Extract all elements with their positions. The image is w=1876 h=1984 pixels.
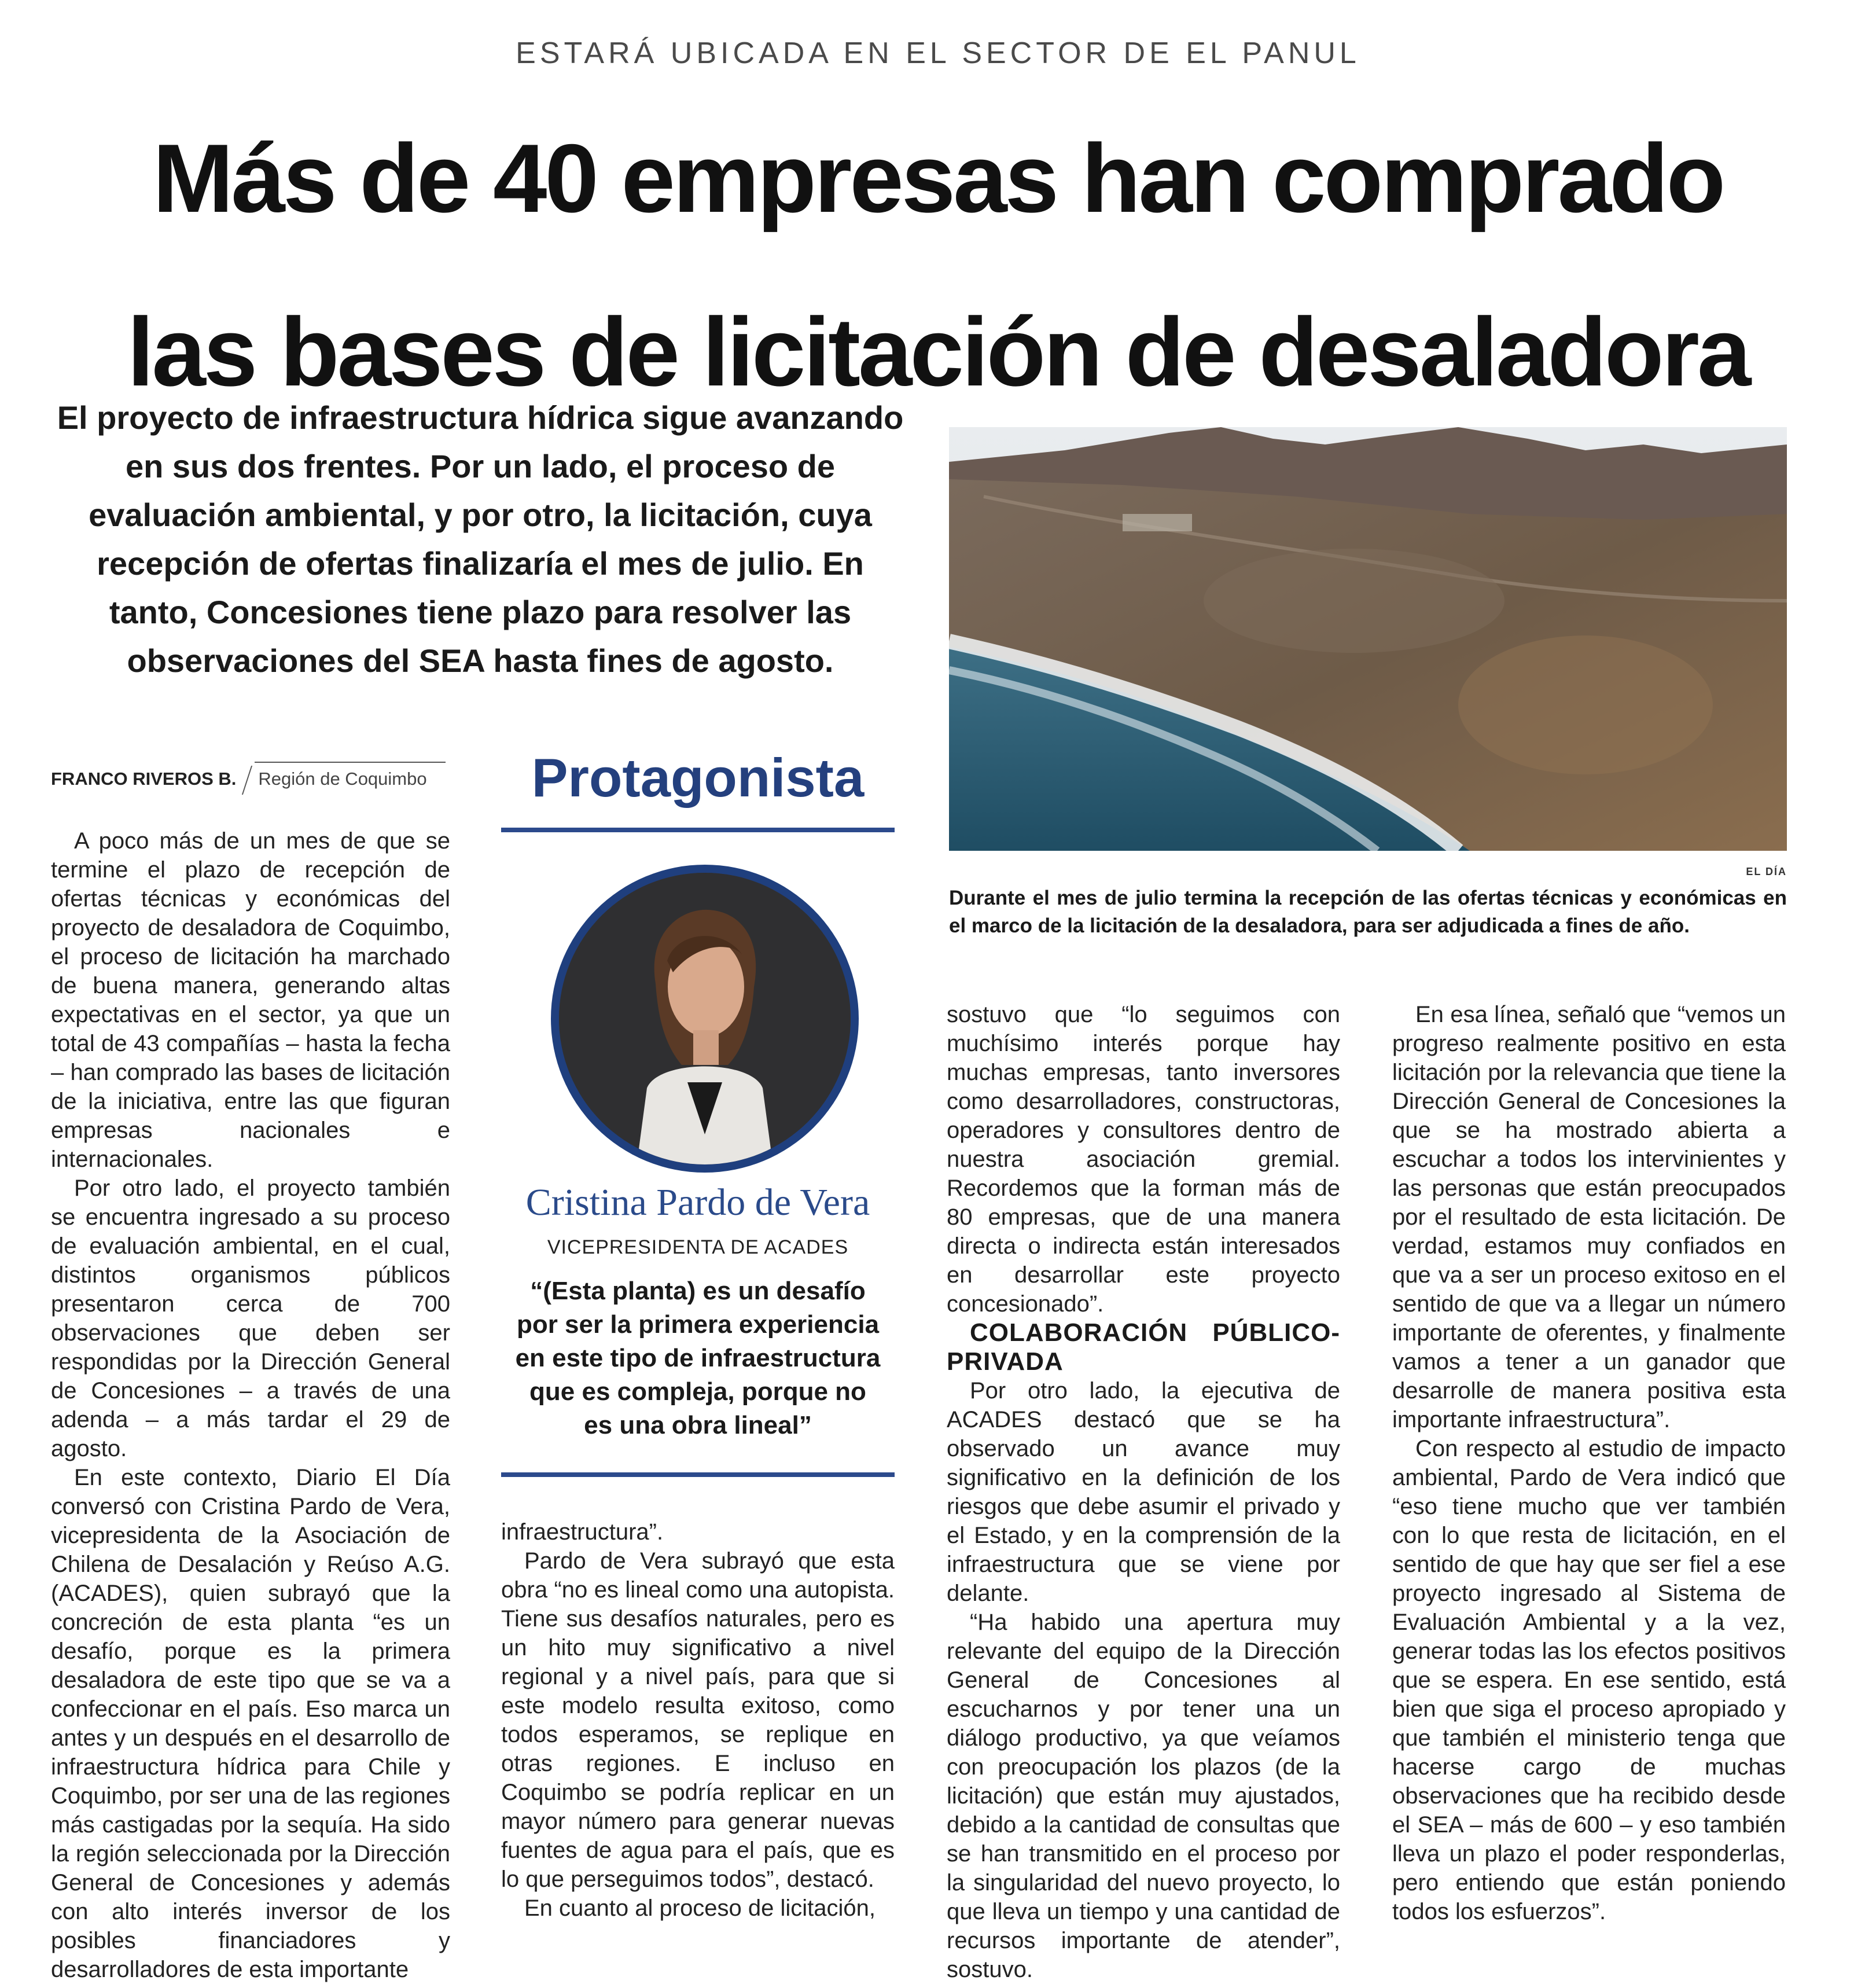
body-paragraph: Por otro lado, el proyecto también se encuentra ingresado a su proceso de evaluación ambiental, en el cual, distintos organismos públicos presentaron cerca de 700 observaciones que deben ser respondidas por la Dirección General de Concesiones – a través de una adenda – a más tardar el 29 de agosto. — [51, 1175, 450, 1461]
byline-region: Región de Coquimbo — [258, 769, 427, 789]
photo-credit: EL DÍA — [1746, 866, 1787, 877]
body-paragraph: En cuanto al proceso de licitación, — [524, 1895, 876, 1921]
body-paragraph: infraestructura”. — [501, 1519, 664, 1545]
body-column-2 — [501, 1518, 895, 1923]
protagonist-quote: “(Esta planta) es un desafío por ser la primera experiencia en este tipo de infraestructura que es compleja, porque no es una obra lineal” — [515, 1277, 881, 1439]
lead-paragraph: El proyecto de infraestructura hídrica sigue avanzando en sus dos frentes. Por un lado, el proceso de evaluación ambiental, y por otro, la licitación, cuya recepción de ofertas finalizaría el mes de julio. En tanto, Concesiones tiene plazo para resolver las observaciones del SEA hasta fines de agosto. — [57, 399, 904, 679]
body-column-4 — [1392, 1000, 1786, 1926]
headline — [46, 91, 1830, 439]
body-paragraph: “Ha habido una apertura muy relevante del equipo de la Dirección General de Concesiones al escucharnos y por tener una un diálogo productivo, ya que veíamos con preocupación los plazos (de la licitación) que están muy ajustados, debido a la cantidad de consultas que se han transmitido en el proceso por la singularidad del nuevo proyecto, lo que lleva un tiempo y una cantidad de recursos importante de atender”, sostuvo. — [947, 1610, 1340, 1982]
body-paragraph: Por otro lado, la ejecutiva de ACADES destacó que se ha observado un avance muy significativo en la definición de los riesgos que debe asumir el privado y el Estado, y en la comprensión de la infraestructura que se viene por delante. — [947, 1378, 1340, 1606]
body-paragraph: Con respecto al estudio de impacto ambiental, Pardo de Vera indicó que “eso tiene mucho que ver también con lo que resta de licitación, en el sentido de que hay que ser fiel a ese proyecto ingresado al Sistema de Evaluación Ambiental y a la vez, generar todas las los efectos positivos que se espera. En ese sentido, está bien que siga el proceso apropiado y que también el ministerio tenga que hacerse cargo de muchas observaciones que ha recibido desde el SEA – más de 600 – y eso también lleva un plazo el poder responderlas, pero entiendo que están poniendo todos los esfuerzos”. — [1392, 1436, 1786, 1924]
byline-author: FRANCO RIVEROS B. — [51, 769, 237, 789]
coastline-photo — [949, 427, 1787, 851]
portrait-photo — [549, 862, 861, 1175]
byline — [51, 762, 450, 796]
body-column-3 — [947, 1000, 1340, 1984]
headline-line-1: Más de 40 empresas han comprado — [152, 124, 1724, 233]
body-paragraph: sostuvo que “lo seguimos con muchísimo interés porque hay muchas empresas, tanto inversores como desarrolladores, constructoras, operadores y consultores dentro de nuestra asociación gremial. Recordemos que la forman más de 80 empresas, que de una manera directa o indirecta están interesados en desarrollar este proyecto concesionado”. — [947, 1002, 1340, 1317]
sidebar-title: Protagonista — [531, 747, 865, 808]
kicker: ESTARÁ UBICADA EN EL SECTOR DE EL PANUL — [516, 36, 1360, 70]
protagonist-name: Cristina Pardo de Vera — [525, 1181, 870, 1224]
photo-caption: Durante el mes de julio termina la recepción de las ofertas técnicas y económicas en el marco de la licitación de la desaladora, para ser adjudicada a fines de año. — [949, 887, 1787, 937]
sidebar-top-rule — [501, 828, 895, 832]
body-paragraph: A poco más de un mes de que se termine el plazo de recepción de ofertas técnicas y económicas del proyecto de desaladora de Coquimbo, el proceso de licitación ha marchado de buena manera, generando altas expectativas en el sector, ya que un total de 43 compañías – hasta la fecha – han comprado las bases de licitación de la iniciativa, entre las que figuran empresas nacionales e internacionales. — [51, 828, 450, 1172]
headline-line-2: las bases de licitación de desaladora — [127, 297, 1749, 406]
body-column-1 — [51, 826, 450, 1984]
byline-divider — [242, 766, 252, 795]
section-subhead: COLABORACIÓN PÚBLICO-PRIVADA — [947, 1318, 1340, 1376]
body-paragraph: Pardo de Vera subrayó que esta obra “no es lineal como una autopista. Tiene sus desafíos naturales, pero es un hito muy significativo a nivel regional y a nivel país, para que si este modelo resulta exitoso, como todos esperamos, se replique en otras regiones. E incluso en Coquimbo se podría replicar en un mayor número para generar nuevas fuentes de agua para el país, que es lo que perseguimos todos”, destacó. — [501, 1548, 895, 1892]
protagonist-role: VICEPRESIDENTA DE ACADES — [547, 1236, 849, 1258]
byline-rule — [255, 762, 446, 763]
body-paragraph: En este contexto, Diario El Día conversó con Cristina Pardo de Vera, vicepresidenta de la Asociación de Chilena de Desalación y Reúso A.G. (ACADES), quien subrayó que la concreción de esta planta “es un desafío, porque es la primera desaladora de este tipo que se va a confeccionar en el país. Eso marca un antes y un después en el desarrollo de infraestructura hídrica para Chile y Coquimbo, por ser una de las regiones más castigadas por la sequía. Ha sido la región seleccionada por la Dirección General de Concesiones y además con alto interés inversor de los posibles financiadores y desarrolladores de esta importante — [51, 1465, 450, 1982]
body-paragraph: En esa línea, señaló que “vemos un progreso realmente positivo en esta licitación por la relevancia que tiene la Dirección General de Concesiones la que se ha mostrado abierta a escuchar a todos los intervinientes y las personas que están preocupados por el resultado de esta licitación. De verdad, estamos muy confiados en que va a ser un proceso exitoso en el sentido de que va a llegar un número importante de oferentes, y finalmente vamos a tener a un ganador que desarrolle de manera positiva esta importante infraestructura”. — [1392, 1002, 1786, 1432]
sidebar-bottom-rule — [501, 1472, 895, 1477]
